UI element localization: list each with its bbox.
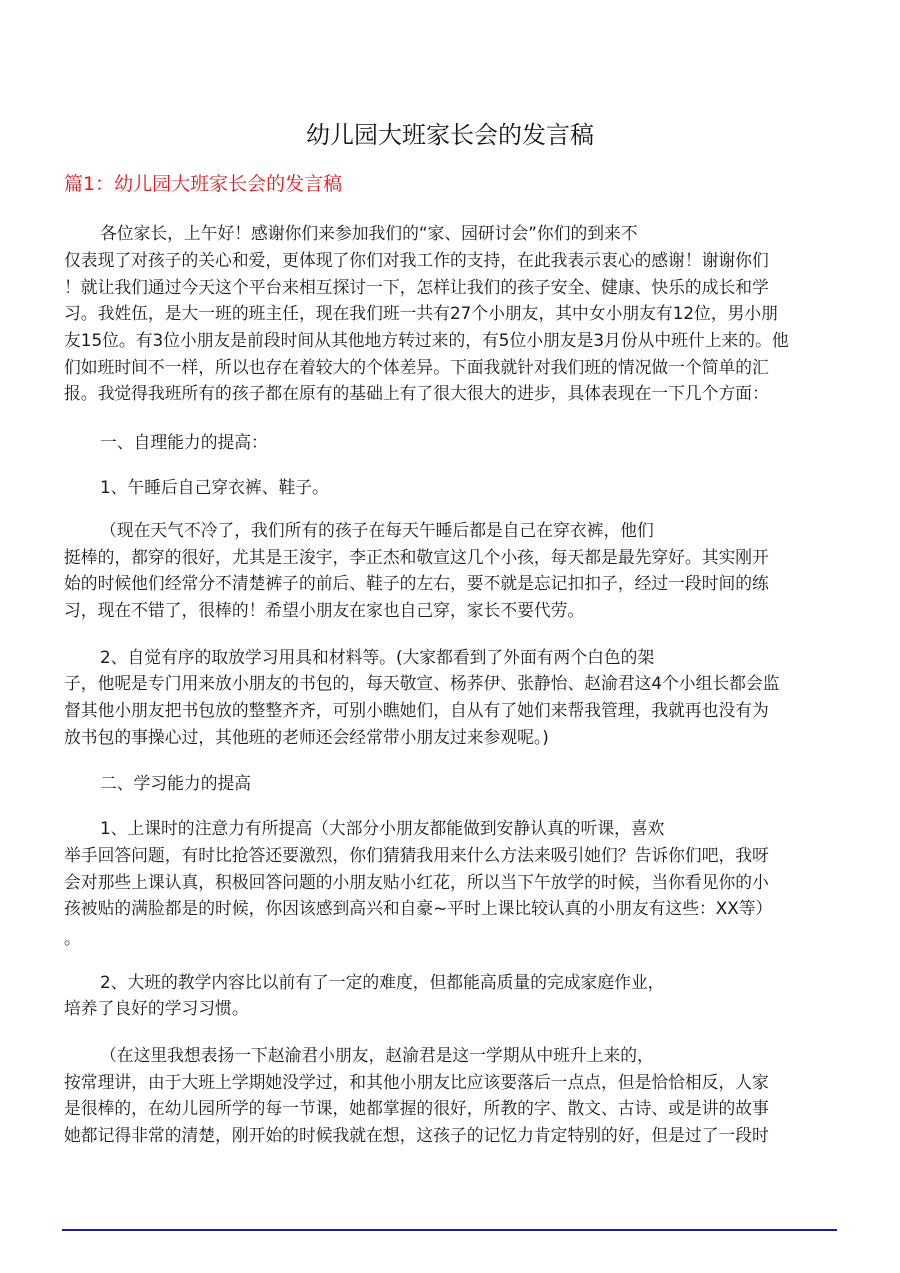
paragraph-line: 孩被贴的满脸都是的时候，你因该感到高兴和自豪~平时上课比较认真的小朋友有这些：XX等） <box>64 898 773 918</box>
paragraph-first-line: 2、大班的教学内容比以前有了一定的难度，但都能高质量的完成家庭作业， <box>100 972 665 992</box>
paragraph-first-line: 各位家长，上午好！感谢你们来参加我们的“家、园研讨会”你们的到来不 <box>100 223 638 243</box>
paragraph-line: 放书包的事操心过，其他班的老师还会经常带小朋友过来参观呢。) <box>64 727 549 747</box>
paragraph-first-line: 1、上课时的注意力有所提高（大部分小朋友都能做到安静认真的听课，喜欢 <box>100 818 665 838</box>
paragraph-line: ！就让我们通过今天这个平台来相互探讨一下，怎样让我们的孩子安全、健康、快乐的成长和学 <box>64 277 769 297</box>
paragraph-line: 习，现在不错了，很棒的！希望小朋友在家也自己穿，家长不要代劳。 <box>64 600 585 620</box>
paragraph-line: 子，他呢是专门用来放小朋友的书包的，每天敬宣、杨荞伊、张静怡、赵渝君这4个小组长都会监 <box>64 673 780 693</box>
paragraph-first-line: （现在天气不冷了，我们所有的孩子在每天午睡后都是自己在穿衣裤，他们 <box>100 520 654 540</box>
paragraph-first-line: 一、自理能力的提高： <box>100 432 268 452</box>
paragraph-line: 。 <box>64 928 81 948</box>
paragraph-line: 她都记得非常的清楚，刚开始的时候我就在想，这孩子的记忆力肯定特别的好，但是过了一段时 <box>64 1125 769 1145</box>
paragraph-line: 友15位。有3位小朋友是前段时间从其他地方转过来的，有5位小朋友是3月份从中班什上来的。他 <box>64 330 789 350</box>
paragraph-first-line: 2、自觉有序的取放学习用具和材料等。(大家都看到了外面有两个白色的架 <box>100 647 655 667</box>
document-title: 幼儿园大班家长会的发言稿 <box>306 121 594 149</box>
paragraph-line: 挺棒的，都穿的很好，尤其是王浚宇，李正杰和敬宣这几个小孩，每天都是最先穿好。其实刚开 <box>64 547 769 567</box>
paragraph-first-line: 二、学习能力的提高 <box>100 773 252 793</box>
paragraph-line: 们如班时间不一样，所以也存在着较大的个体差异。下面我就针对我们班的情况做一个简单的汇 <box>64 357 769 377</box>
section-heading: 篇1：幼儿园大班家长会的发言稿 <box>64 173 343 195</box>
paragraph-line: 始的时候他们经常分不清楚裤子的前后、鞋子的左右，要不就是忘记扣扣子，经过一段时间的练 <box>64 573 769 593</box>
paragraph-line: 会对那些上课认真，积极回答问题的小朋友贴小红花，所以当下午放学的时候，当你看见你的小 <box>64 872 769 892</box>
paragraph-first-line: （在这里我想表扬一下赵渝君小朋友，赵渝君是这一学期从中班升上来的， <box>100 1045 654 1065</box>
paragraph-line: 报。我觉得我班所有的孩子都在原有的基础上有了很大很大的进步，具体表现在一下几个方面： <box>64 383 769 403</box>
paragraph-line: 举手回答问题，有时比抢答还要激烈，你们猜猜我用来什么方法来吸引她们？告诉你们吧，我呀 <box>64 845 769 865</box>
paragraph-line: 按常理讲，由于大班上学期她没学过，和其他小朋友比应该要落后一点点，但是恰恰相反，人家 <box>64 1072 769 1092</box>
paragraph-line: 是很棒的，在幼儿园所学的每一节课，她都掌握的很好，所教的字、散文、古诗、或是讲的故事 <box>64 1098 769 1118</box>
paragraph-line: 习。我姓伍，是大一班的班主任，现在我们班一共有27个小朋友，其中女小朋友有12位，男小朋 <box>64 303 778 323</box>
paragraph-first-line: 1、午睡后自己穿衣裤、鞋子。 <box>100 477 329 497</box>
paragraph-line: 培养了良好的学习习惯。 <box>64 998 249 1018</box>
footer-rule <box>62 1229 837 1231</box>
paragraph-line: 督其他小朋友把书包放的整整齐齐，可别小瞧她们，自从有了她们来帮我管理，我就再也没有为 <box>64 700 769 720</box>
paragraph-line: 仅表现了对孩子的关心和爱，更体现了你们对我工作的支持，在此我表示衷心的感谢！谢谢你们 <box>64 250 769 270</box>
